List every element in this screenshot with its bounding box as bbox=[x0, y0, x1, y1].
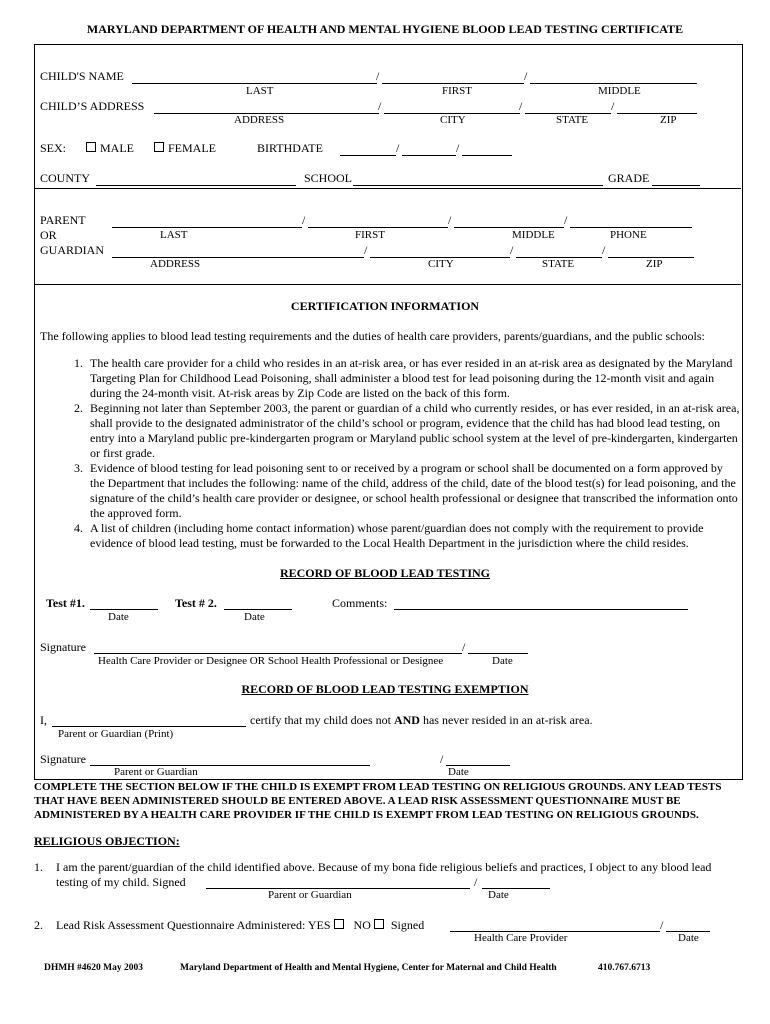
slash: / bbox=[611, 99, 615, 113]
sub-label-city: CITY bbox=[440, 114, 466, 126]
slash: / bbox=[564, 213, 568, 227]
religious-sub-label: Parent or Guardian bbox=[268, 889, 352, 901]
sub-label-address: ADDRESS bbox=[234, 114, 285, 126]
child-name-label: CHILD'S NAME bbox=[40, 69, 124, 83]
exemption-certify-text bbox=[250, 713, 593, 728]
exemption-signature-sub-label: Parent or Guardian bbox=[114, 766, 198, 778]
no-label: NO bbox=[353, 918, 371, 932]
slash: / bbox=[524, 69, 528, 83]
female-checkbox[interactable] bbox=[154, 142, 164, 152]
birthdate-day-field[interactable] bbox=[402, 155, 456, 156]
birthdate-year-field[interactable] bbox=[462, 155, 512, 156]
exemption-signature-label: Signature bbox=[40, 752, 86, 766]
slash: / bbox=[396, 141, 400, 155]
religious-item1-signed-label: testing of my child. Signed bbox=[56, 875, 186, 889]
certification-intro: The following applies to blood lead testing requirements and the duties of health care providers, parents/guardians, and the public schools: bbox=[40, 329, 705, 343]
parent-first-name-field[interactable] bbox=[308, 227, 448, 228]
record-signature-sub-label: Health Care Provider or Designee OR School Health Professional or Designee bbox=[98, 655, 444, 667]
grade-field[interactable] bbox=[652, 185, 700, 186]
exemption-print-name-field[interactable] bbox=[52, 726, 246, 727]
test1-label: Test #1. bbox=[46, 596, 85, 610]
item-number: 2. bbox=[34, 918, 43, 932]
exemption-heading: RECORD OF BLOOD LEAD TESTING EXEMPTION bbox=[241, 682, 529, 696]
signed-label: Signed bbox=[390, 918, 425, 932]
parent-middle-name-field[interactable] bbox=[454, 227, 564, 228]
certify-text-2: has never resided in an at-risk area. bbox=[419, 713, 593, 727]
certify-and: AND bbox=[393, 713, 420, 727]
comments-field[interactable] bbox=[394, 609, 688, 610]
date-sub-label: Date bbox=[492, 655, 513, 667]
questionnaire-text bbox=[56, 918, 424, 933]
slash: / bbox=[378, 99, 382, 113]
slash: / bbox=[302, 213, 306, 227]
record-heading: RECORD OF BLOOD LEAD TESTING bbox=[279, 566, 491, 580]
slash: / bbox=[376, 69, 380, 83]
or-label: OR bbox=[40, 228, 57, 242]
grade-label: GRADE bbox=[608, 171, 650, 185]
slash: / bbox=[448, 213, 452, 227]
item-number: 1. bbox=[34, 860, 43, 874]
sub-label-state: STATE bbox=[542, 258, 575, 270]
school-label: SCHOOL bbox=[304, 171, 353, 185]
slash: / bbox=[456, 141, 460, 155]
male-option[interactable] bbox=[86, 141, 134, 156]
footer-phone: 410.767.6713 bbox=[598, 963, 651, 973]
county-field[interactable] bbox=[96, 185, 296, 186]
sub-label-state: STATE bbox=[556, 114, 589, 126]
school-field[interactable] bbox=[353, 185, 603, 186]
certification-heading: CERTIFICATION INFORMATION bbox=[290, 299, 480, 313]
certify-text-1: certify that my child does not bbox=[250, 713, 394, 727]
parent-phone-field[interactable] bbox=[570, 227, 692, 228]
certification-item: 4. A list of children (including home contact information) whose parent/guardian does not comply with the requirement to provide evidence of blood lead testing, must be forwarded to the Local Health Department in the jurisdiction where the child resides. bbox=[86, 521, 740, 551]
guardian-label: GUARDIAN bbox=[40, 243, 104, 257]
male-label: MALE bbox=[100, 141, 134, 155]
questionnaire-label: Lead Risk Assessment Questionnaire Administered: YES bbox=[56, 918, 331, 932]
certification-list bbox=[40, 356, 740, 551]
sub-label-last: LAST bbox=[246, 85, 274, 97]
test2-label: Test # 2. bbox=[175, 596, 217, 610]
comments-label: Comments: bbox=[332, 596, 388, 610]
female-option[interactable] bbox=[154, 141, 216, 156]
print-sub-label: Parent or Guardian (Print) bbox=[58, 728, 174, 740]
female-label: FEMALE bbox=[168, 141, 216, 155]
sub-label-middle: MIDDLE bbox=[512, 229, 555, 241]
test2-date-field[interactable] bbox=[224, 609, 292, 610]
slash: / bbox=[474, 875, 478, 889]
footer-agency: Maryland Department of Health and Mental Hygiene, Center for Maternal and Child Health bbox=[180, 963, 557, 973]
sub-label-last: LAST bbox=[160, 229, 188, 241]
no-checkbox[interactable] bbox=[374, 919, 384, 929]
test1-date-field[interactable] bbox=[90, 609, 158, 610]
slash: / bbox=[510, 243, 514, 257]
certification-item: 3. Evidence of blood testing for lead poisoning sent to or received by a program or school shall be documented on a form approved by the Department that includes the following: name of the child, address of the child, date of the blood test(s) for lead poisoning, and the signature of the child’s health care provider or designee, or school health professional or designee that transcribed the information onto the approved form. bbox=[86, 461, 740, 521]
sub-label-phone: PHONE bbox=[610, 229, 647, 241]
sub-label-city: CITY bbox=[428, 258, 454, 270]
parent-last-name-field[interactable] bbox=[112, 227, 302, 228]
slash: / bbox=[364, 243, 368, 257]
male-checkbox[interactable] bbox=[86, 142, 96, 152]
record-signature-label: Signature bbox=[40, 640, 86, 654]
date-sub-label: Date bbox=[244, 611, 265, 623]
date-sub-label: Date bbox=[108, 611, 129, 623]
slash: / bbox=[519, 99, 523, 113]
date-sub-label: Date bbox=[448, 766, 469, 778]
slash: / bbox=[440, 752, 444, 766]
birthdate-label: BIRTHDATE bbox=[257, 141, 323, 155]
yes-checkbox[interactable] bbox=[334, 919, 344, 929]
provider-sub-label: Health Care Provider bbox=[474, 932, 568, 944]
birthdate-month-field[interactable] bbox=[340, 155, 396, 156]
sub-label-address: ADDRESS bbox=[150, 258, 201, 270]
parent-label: PARENT bbox=[40, 213, 86, 227]
record-signature-date-field[interactable] bbox=[468, 653, 528, 654]
sex-label: SEX: bbox=[40, 141, 67, 155]
record-signature-field[interactable] bbox=[94, 653, 462, 654]
religious-heading: RELIGIOUS OBJECTION: bbox=[34, 834, 180, 848]
slash: / bbox=[602, 243, 606, 257]
i-label: I, bbox=[40, 713, 47, 727]
child-middle-name-field[interactable] bbox=[530, 83, 697, 84]
form-title: MARYLAND DEPARTMENT OF HEALTH AND MENTAL HYGIENE BLOOD LEAD TESTING CERTIFICATE bbox=[86, 22, 684, 36]
sub-label-zip: ZIP bbox=[660, 114, 677, 126]
slash: / bbox=[462, 640, 466, 654]
county-label: COUNTY bbox=[40, 171, 90, 185]
sub-label-first: FIRST bbox=[442, 85, 472, 97]
child-first-name-field[interactable] bbox=[382, 83, 524, 84]
sub-label-zip: ZIP bbox=[646, 258, 663, 270]
religious-item1-text: I am the parent/guardian of the child identified above. Because of my bona fide religious beliefs and practices, I object to any blood lead bbox=[56, 860, 712, 874]
slash: / bbox=[660, 918, 664, 932]
child-zip-field[interactable] bbox=[617, 113, 697, 114]
sub-label-first: FIRST bbox=[355, 229, 385, 241]
certification-item: 1. The health care provider for a child who resides in an at-risk area, or has ever resided in an at-risk area as designated by the Maryland Targeting Plan for Childhood Lead Poisoning, shall administer a blood test for lead poisoning during the 12-month visit and again during the 24-month visit. At-risk areas by Zip Code are listed on the back of this form. bbox=[86, 356, 740, 401]
sub-label-middle: MIDDLE bbox=[598, 85, 641, 97]
divider-child-parent bbox=[34, 188, 741, 189]
child-address-label: CHILD’S ADDRESS bbox=[40, 99, 145, 113]
footer-form-id: DHMH #4620 May 2003 bbox=[44, 963, 143, 973]
divider-parent-cert bbox=[34, 284, 741, 285]
date-sub-label: Date bbox=[488, 889, 509, 901]
date-sub-label: Date bbox=[678, 932, 699, 944]
religious-notice: COMPLETE THE SECTION BELOW IF THE CHILD IS EXEMPT FROM LEAD TESTING ON RELIGIOUS GROUNDS. ANY LEAD TESTS THAT HAVE BEEN ADMINISTERED SHOULD BE ENTERED ABOVE. A LEAD RISK ASSESSMENT QUESTIONNAIRE MUST BE ADMINISTERED BY A HEALTH CARE PROVIDER IF THE CHILD IS EXEMPT FROM LEAD TESTING ON RELIGIOUS GROUNDS. bbox=[34, 781, 722, 821]
child-last-name-field[interactable] bbox=[132, 83, 377, 84]
certification-item: 2. Beginning not later than September 2003, the parent or guardian of a child who currently resides, or has ever resided, in an at-risk area, shall provide to the designated administrator of the child’s school or program, evidence that the child has had blood lead testing, on entry into a Maryland public pre-kindergarten program or Maryland public school system at the level of pre-kindergarten, kindergarten or first grade. bbox=[86, 401, 740, 461]
